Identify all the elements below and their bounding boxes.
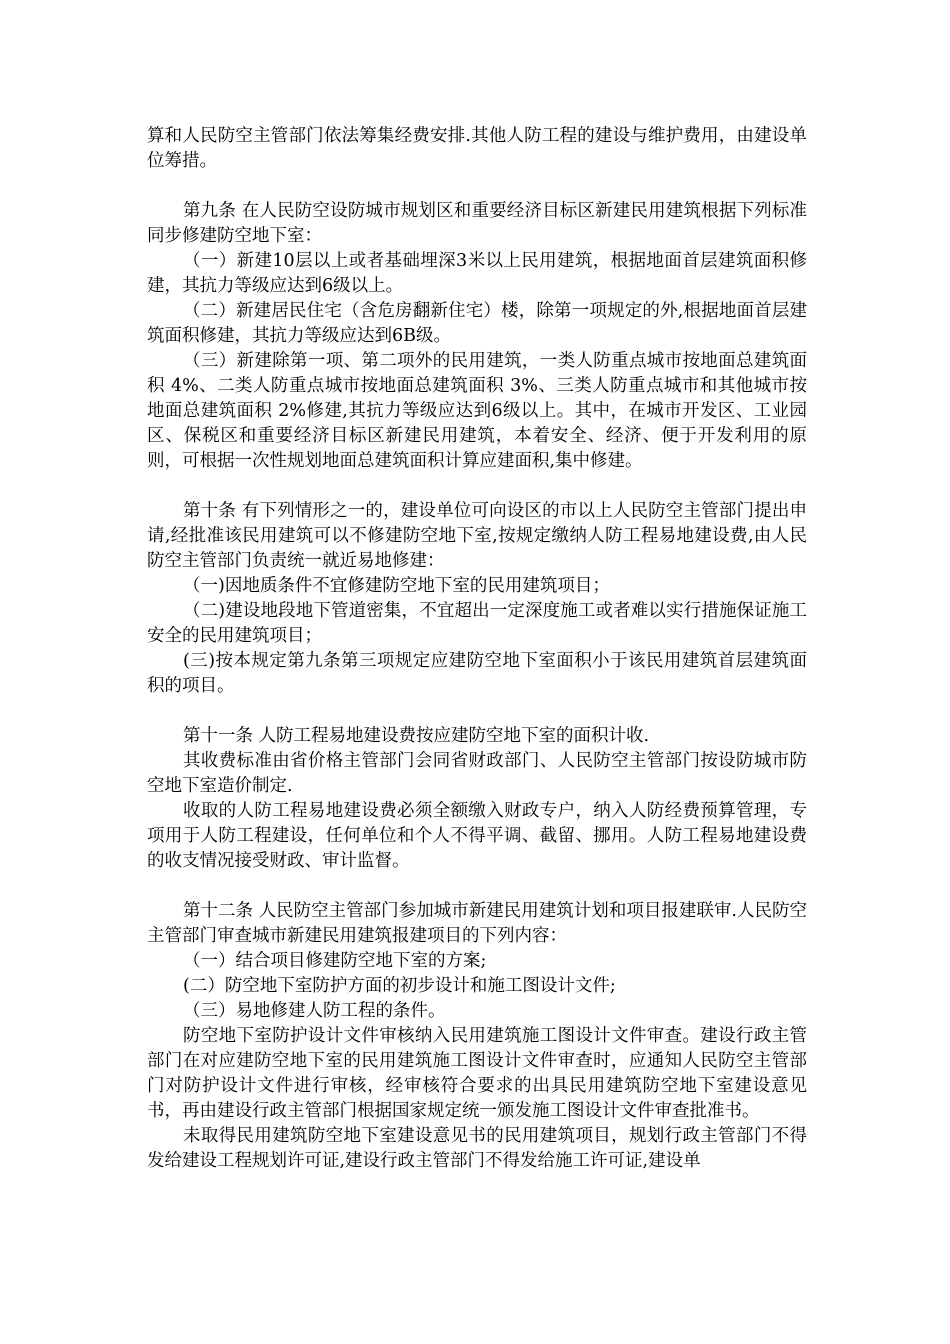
body-paragraph: 算和人民防空主管部门依法筹集经费安排.其他人防工程的建设与维护费用，由建设单位筹措。 [147, 126, 807, 171]
body-paragraph: 收取的人防工程易地建设费必须全额缴入财政专户，纳入人防经费预算管理，专项用于人防工程建设，任何单位和个人不得平调、截留、挪用。人防工程易地建设费的收支情况接受财政、审计监督。 [147, 801, 807, 871]
document-page [147, 124, 807, 1174]
body-paragraph: （三）易地修建人防工程的条件。 [183, 1001, 446, 1021]
body-paragraph: 未取得民用建筑防空地下室建设意见书的民用建筑项目，规划行政主管部门不得发给建设工程规划许可证,建设行政主管部门不得发给施工许可证,建设单 [147, 1126, 807, 1171]
body-paragraph: 第十条 有下列情形之一的，建设单位可向设区的市以上人民防空主管部门提出申请,经批准该民用建筑可以不修建防空地下室,按规定缴纳人防工程易地建设费,由人民防空主管部门负责统一就近易地修建： [147, 501, 807, 571]
body-paragraph: (二）防空地下室防护方面的初步设计和施工图设计文件; [183, 976, 616, 996]
body-paragraph: 第九条 在人民防空设防城市规划区和重要经济目标区新建民用建筑根据下列标准同步修建防空地下室： [147, 201, 807, 246]
paragraph-spacer [147, 474, 807, 499]
paragraph-spacer [147, 174, 807, 199]
body-paragraph: 防空地下室防护设计文件审核纳入民用建筑施工图设计文件审查。建设行政主管部门在对应建防空地下室的民用建筑施工图设计文件审查时，应通知人民防空主管部门对防护设计文件进行审核，经审核符合要求的出具民用建筑防空地下室建设意见书，再由建设行政主管部门根据国家规定统一颁发施工图设计文件审查批准书。 [147, 1026, 807, 1121]
paragraph-spacer [147, 874, 807, 899]
body-paragraph: （二)建设地段地下管道密集，不宜超出一定深度施工或者难以实行措施保证施工安全的民用建筑项目； [147, 601, 807, 646]
body-paragraph: （三）新建除第一项、第二项外的民用建筑，一类人防重点城市按地面总建筑面积 4%、二类人防重点城市按地面总建筑面积 3%、三类人防重点城市和其他城市按地面总建筑面积 2%修建,其抗力等级应达到6级以上。其中，在城市开发区、工业园区、保税区和重要经济目标区新建民用建筑，本着安全、经济、便于开发利用的原则，可根据一次性规划地面总建筑面积计算应建面积,集中修建。 [147, 351, 807, 471]
body-paragraph: （一)因地质条件不宜修建防空地下室的民用建筑项目； [183, 576, 610, 596]
body-paragraph: （一）新建10层以上或者基础埋深3米以上民用建筑，根据地面首层建筑面积修建，其抗力等级应达到6级以上。 [147, 251, 807, 296]
body-paragraph: 第十二条 人民防空主管部门参加城市新建民用建筑计划和项目报建联审.人民防空主管部门审查城市新建民用建筑报建项目的下列内容： [147, 901, 807, 946]
paragraph-spacer [147, 699, 807, 724]
body-paragraph: （一）结合项目修建防空地下室的方案; [183, 951, 487, 971]
body-paragraph: （二）新建居民住宅（含危房翻新住宅）楼，除第一项规定的外,根据地面首层建筑面积修建，其抗力等级应达到6B级。 [147, 301, 807, 346]
body-paragraph: (三)按本规定第九条第三项规定应建防空地下室面积小于该民用建筑首层建筑面积的项目。 [147, 651, 807, 696]
body-paragraph: 第十一条 人防工程易地建设费按应建防空地下室的面积计收. [183, 726, 650, 746]
body-paragraph: 其收费标准由省价格主管部门会同省财政部门、人民防空主管部门按设防城市防空地下室造价制定. [147, 751, 807, 796]
